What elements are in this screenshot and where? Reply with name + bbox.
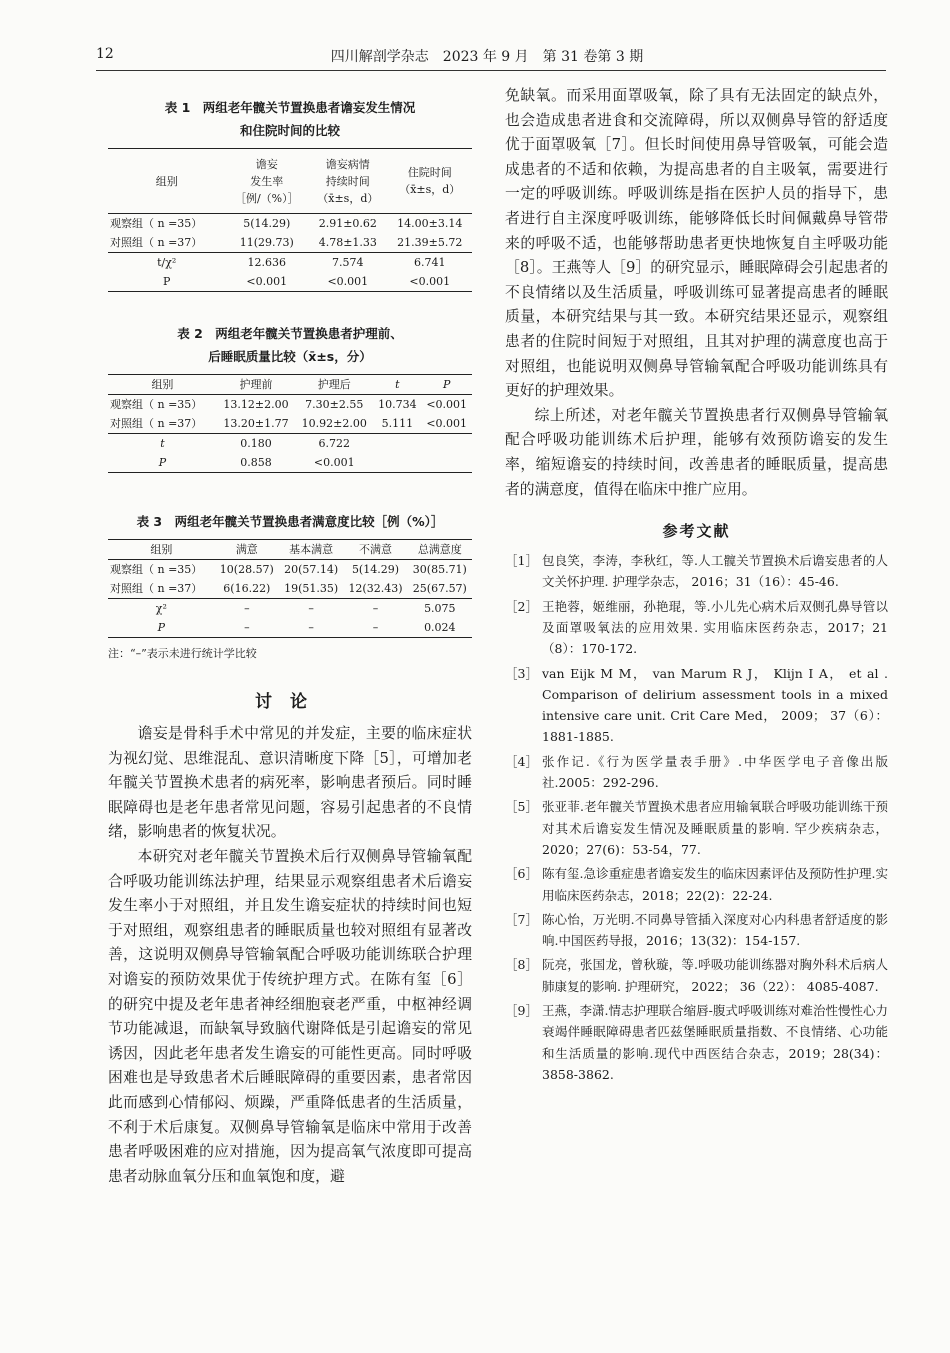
table-row: t 0.180 6.722 [108, 434, 472, 454]
paragraph: 谵妄是骨科手术中常见的并发症，主要的临床症状为视幻觉、思维混乱、意识清晰度下降［5］，可增加老年髋关节置换术患者的病死率，影响患者预后。同时睡眠障碍也是老年患者常见问题，容易引起患者的不良情绪，影响患者的恢复状况。 [108, 725, 472, 841]
table-3-note: 注：“–”表示未进行统计学比较 [108, 647, 257, 660]
table-2-caption: 表 2 两组老年髋关节置换患者护理前、 后睡眠质量比较（x̄±s，分） [177, 326, 403, 364]
table-row: 观察组（ n =35） 13.12±2.00 7.30±2.55 10.734 <0.001 [108, 395, 472, 415]
table-1 [108, 96, 472, 292]
table-3-grid [108, 539, 472, 638]
reference-item: ［9］ 王燕，李潇.情志护理联合缩唇-腹式呼吸训练对难治性慢性心力衰竭伴睡眠障碍患者匹兹堡睡眠质量指数、不良情绪、心功能和生活质量的影响.现代中西医结合杂志，2019；28(34)： 3858-3862. [505, 1003, 888, 1082]
table-row: 观察组（ n =35） 10(28.57) 20(57.14) 5(14.29) 30(85.71) [108, 560, 472, 580]
table-2-grid [108, 374, 472, 473]
table-1-grid [108, 148, 472, 292]
table-row: P 0.858 <0.001 [108, 453, 472, 473]
table-row: χ² – – – 5.075 [108, 599, 472, 619]
table-header-row: 组别 满意 基本满意 不满意 总满意度 [108, 540, 472, 560]
table-header-row: 组别 谵妄 发生率 ［例/（%）］ 谵妄病情 持续时间 （x̄±s，d） 住院时间 （x̄±s，d） [108, 149, 472, 214]
reference-item: ［2］ 王艳蓉，姬维丽，孙艳琨，等.小儿先心病术后双侧孔鼻导管以及面罩吸氧法的应用效果. 实用临床医药杂志，2017；21（8）：170-172. [505, 598, 888, 657]
table-row: t/χ² 12.636 7.574 6.741 [108, 253, 472, 273]
table-3 [108, 510, 472, 662]
table-row: P – – – 0.024 [108, 618, 472, 638]
right-column [505, 84, 888, 1088]
table-row: P <0.001 <0.001 <0.001 [108, 272, 472, 292]
reference-item: ［3］ van Eijk M M， van Marum R J， Klijn I A， et al . Comparison of delirium assessment tools in a mixed intensive care unit. Crit Care Med， 2009； 37（6）： 1881-1885. [505, 665, 888, 745]
table-2 [108, 322, 472, 473]
reference-item: ［6］ 陈有玺.急诊重症患者谵妄发生的临床因素评估及预防性护理.实用临床医药杂志，2018；22(2)：22-24. [505, 866, 888, 903]
running-header [96, 46, 878, 68]
paragraph: 免缺氧。而采用面罩吸氧，除了具有无法固定的缺点外，也会造成患者进食和交流障碍，所以双侧鼻导管的舒适度优于面罩吸氧［7］。但长时间使用鼻导管吸氧，可能会造成患者的不适和依赖，为提高患者的自主吸氧，需要进行一定的呼吸训练。呼吸训练是指在医护人员的指导下，患者进行自主深度呼吸训练，能够降低长时间佩戴鼻导管带来的呼吸不适，也能够帮助患者更快地恢复自主呼吸功能［8］。王燕等人［9］的研究显示，睡眠障碍会引起患者的不良情绪以及生活质量，呼吸训练可显著提高患者的睡眠质量，本研究结果与其一致。本研究结果还显示，观察组患者的住院时间短于对照组，且其对护理的满意度也高于对照组，也能说明双侧鼻导管输氧配合呼吸功能训练具有更好的护理效果。 [505, 87, 888, 400]
paragraph: 本研究对老年髋关节置换术后行双侧鼻导管输氧配合呼吸功能训练法护理，结果显示观察组患者术后谵妄发生率小于对照组，并且发生谵妄症状的持续时间也短于对照组，观察组患者的睡眠质量也较对照组有显著改善，这说明双侧鼻导管输氧配合呼吸功能训练联合护理对谵妄的预防效果优于传统护理方式。在陈有玺［6］的研究中提及老年患者神经细胞衰老严重，中枢神经调节功能减退，而缺氧导致脑代谢降低是引起谵妄的常见诱因，因此老年患者发生谵妄的可能性更高。同时呼吸困难也是导致患者术后睡眠障碍的重要因素，患者常因此而感到心情郁闷、烦躁，严重降低患者的生活质量，不利于术后康复。双侧鼻导管输氧是临床中常用于改善患者呼吸困难的应对措施，因为提高氧气浓度即可提高患者动脉血氧分压和血氧饱和度，避 [108, 847, 472, 1185]
reference-item: ［5］ 张亚菲.老年髋关节置换术患者应用输氧联合呼吸功能训练干预对其术后谵妄发生情况及睡眠质量的影响. 罕少疾病杂志，2020；27(6)：53-54，77. [505, 799, 888, 857]
table-row: 对照组（ n =37） 11(29.73) 4.78±1.33 21.39±5.72 [110, 236, 463, 249]
reference-item: ［7］ 陈心怡，万光明.不同鼻导管插入深度对心内科患者舒适度的影响.中国医药导报，2016；13(32)：154-157. [505, 911, 888, 949]
table-row: 对照组（ n =37） 6(16.22) 19(51.35) 12(32.43) 25(67.57) [110, 582, 467, 595]
header-rule [96, 70, 886, 71]
reference-item: ［1］ 包良笑，李涛，李秋红，等.人工髋关节置换术后谵妄患者的人文关怀护理. 护理学杂志， 2016；31（16）：45-46. [505, 553, 888, 590]
reference-item: ［8］ 阮亮，张国龙，曾秋璇，等.呼吸功能训练器对胸外科术后病人肺康复的影响. 护理研究， 2022； 36（22）： 4085-4087. [505, 957, 888, 994]
table-1-caption: 表 1 两组老年髋关节置换患者谵妄发生情况 和住院时间的比较 [164, 100, 416, 138]
table-row: 对照组（ n =37） 13.20±1.77 10.92±2.00 5.111 <0.001 [110, 417, 468, 430]
discussion-section [108, 690, 472, 1189]
reference-list [505, 550, 888, 1085]
reference-item: ［4］ 张作记.《行为医学量表手册》.中华医学电子音像出版社.2005：292-296. [505, 753, 888, 791]
table-row: 观察组（ n =35） 5(14.29) 2.91±0.62 14.00±3.14 [108, 214, 472, 234]
references-title: 参考文献 [662, 522, 731, 541]
section-title: 讨论 [255, 692, 325, 712]
table-3-caption: 表 3 两组老年髋关节置换患者满意度比较［例（%）］ [136, 514, 444, 529]
table-header-row: 组别 护理前 护理后 t P [108, 375, 472, 395]
page-number: 12 [96, 46, 114, 62]
paragraph: 综上所述，对老年髋关节置换患者行双侧鼻导管输氧配合呼吸功能训练术后护理，能够有效预防谵妄的发生率，缩短谵妄的持续时间，改善患者的睡眠质量，提高患者的满意度，值得在临床中推广应用。 [505, 406, 888, 498]
journal-info: 四川解剖学杂志 2023 年 9 月 第 31 卷第 3 期 [330, 49, 644, 65]
